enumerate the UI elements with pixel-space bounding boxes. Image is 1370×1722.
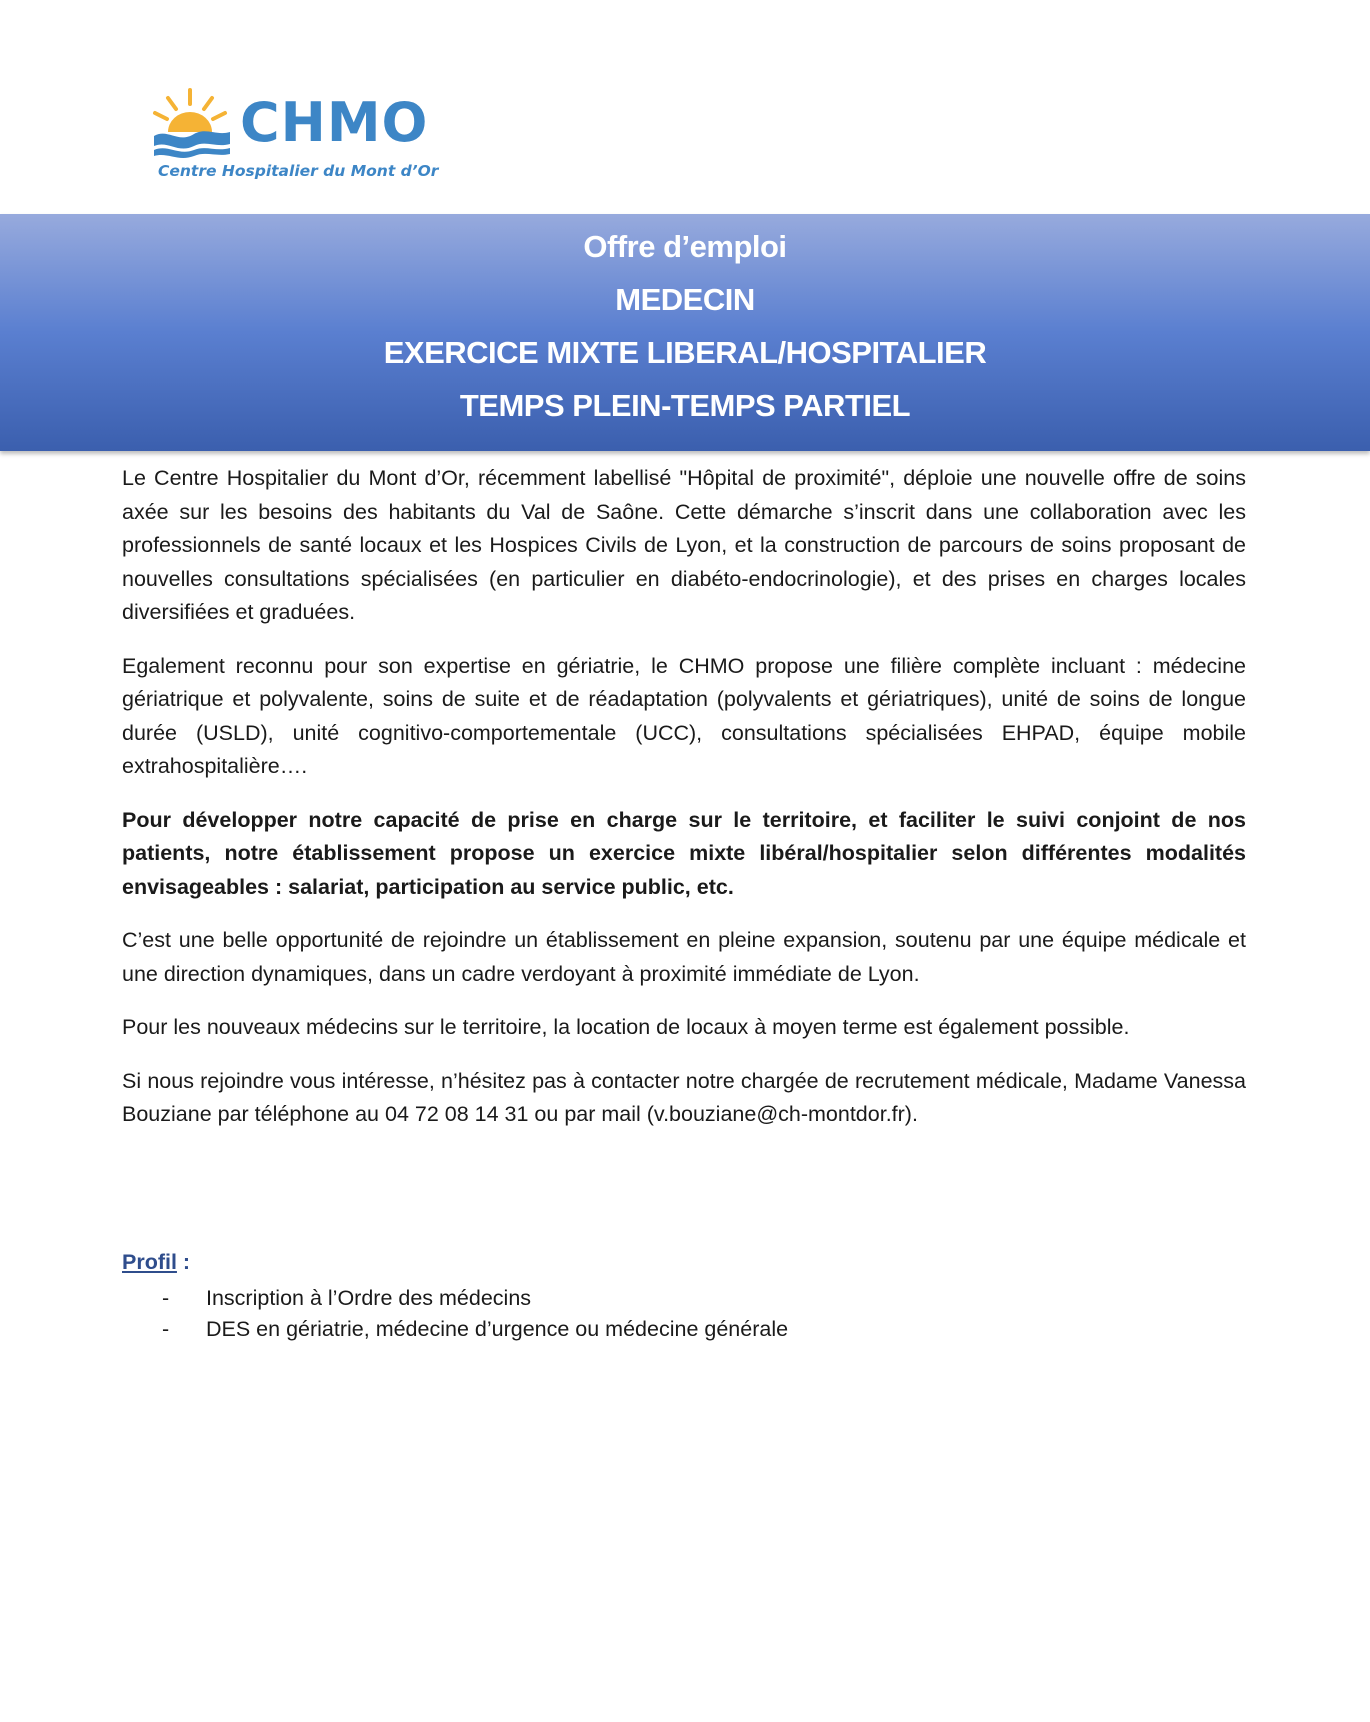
- list-bullet: -: [162, 1286, 170, 1310]
- logo-tagline: Centre Hospitalier du Mont d’Or: [158, 162, 439, 180]
- profil-heading: [122, 1247, 1246, 1277]
- logo-wordmark: CHMO: [240, 91, 429, 154]
- list-item-text: Inscription à l’Ordre des médecins: [206, 1286, 532, 1310]
- title-banner: [0, 214, 1370, 451]
- paragraph-intro: Le Centre Hospitalier du Mont d’Or, récemment labellisé "Hôpital de proximité", déploie une nouvelle offre de soins axée sur les besoins des habitants du Val de Saône. Cette démarche s’inscrit dans une collaboration avec les professionnels de santé locaux et les Hospices Civils de Lyon, et la construction de parcours de soins proposant de nouvelles consultations spécialisées (en particulier en diabéto-endocrinologie), et des prises en charges locales diversifiées et graduées.: [122, 466, 1246, 624]
- profil-list: [122, 1283, 1246, 1345]
- profil-heading-label: Profil: [122, 1250, 177, 1274]
- paragraph-opportunity: C’est une belle opportunité de rejoindre un établissement en pleine expansion, soutenu par une équipe médicale et une direction dynamiques, dans un cadre verdoyant à proximité immédiate de Lyon.: [122, 928, 1246, 986]
- paragraph-mixed-practice: Pour développer notre capacité de prise en charge sur le territoire, et faciliter le suivi conjoint de nos patients, notre établissement propose un exercice mixte libéral/hospitalier selon différentes modalités envisageables : salariat, participation au service public, etc.: [122, 807, 1246, 899]
- paragraph-contact: Si nous rejoindre vous intéresse, n’hésitez pas à contacter notre chargée de recrutement médicale, Madame Vanessa Bouziane par téléphone au 04 72 08 14 31 ou par mail (v.bouziane@ch-montdor.fr).: [122, 1068, 1246, 1126]
- paragraph-premises: Pour les nouveaux médecins sur le territoire, la location de locaux à moyen terme est également possible.: [122, 1015, 1130, 1039]
- profil-heading-colon: :: [176, 1250, 191, 1274]
- offer-body: [122, 462, 1246, 1152]
- profil-section: [122, 1247, 1246, 1345]
- banner-line-schedule: TEMPS PLEIN-TEMPS PARTIEL: [459, 388, 911, 423]
- list-item: [122, 1314, 1246, 1345]
- banner-line-practice: EXERCICE MIXTE LIBERAL/HOSPITALIER: [383, 335, 987, 370]
- banner-line-position: MEDECIN: [615, 282, 755, 317]
- paragraph-geriatrics: Egalement reconnu pour son expertise en gériatrie, le CHMO propose une filière complète incluant : médecine gériatrique et polyvalente, soins de suite et de réadaptation (polyvalents et gériatriques), unité de soins de longue durée (USLD), unité cognitivo-comportementale (UCC), consultations spécialisées EHPAD, équipe mobile extrahospitalière….: [122, 653, 1246, 778]
- chmo-logo: [150, 84, 450, 184]
- list-bullet: -: [162, 1317, 170, 1341]
- banner-line-offer: Offre d’emploi: [583, 229, 787, 264]
- sun-wave-icon: [150, 84, 250, 164]
- list-item: [122, 1283, 1246, 1314]
- list-item-text: DES en gériatrie, médecine d’urgence ou médecine générale: [206, 1317, 789, 1341]
